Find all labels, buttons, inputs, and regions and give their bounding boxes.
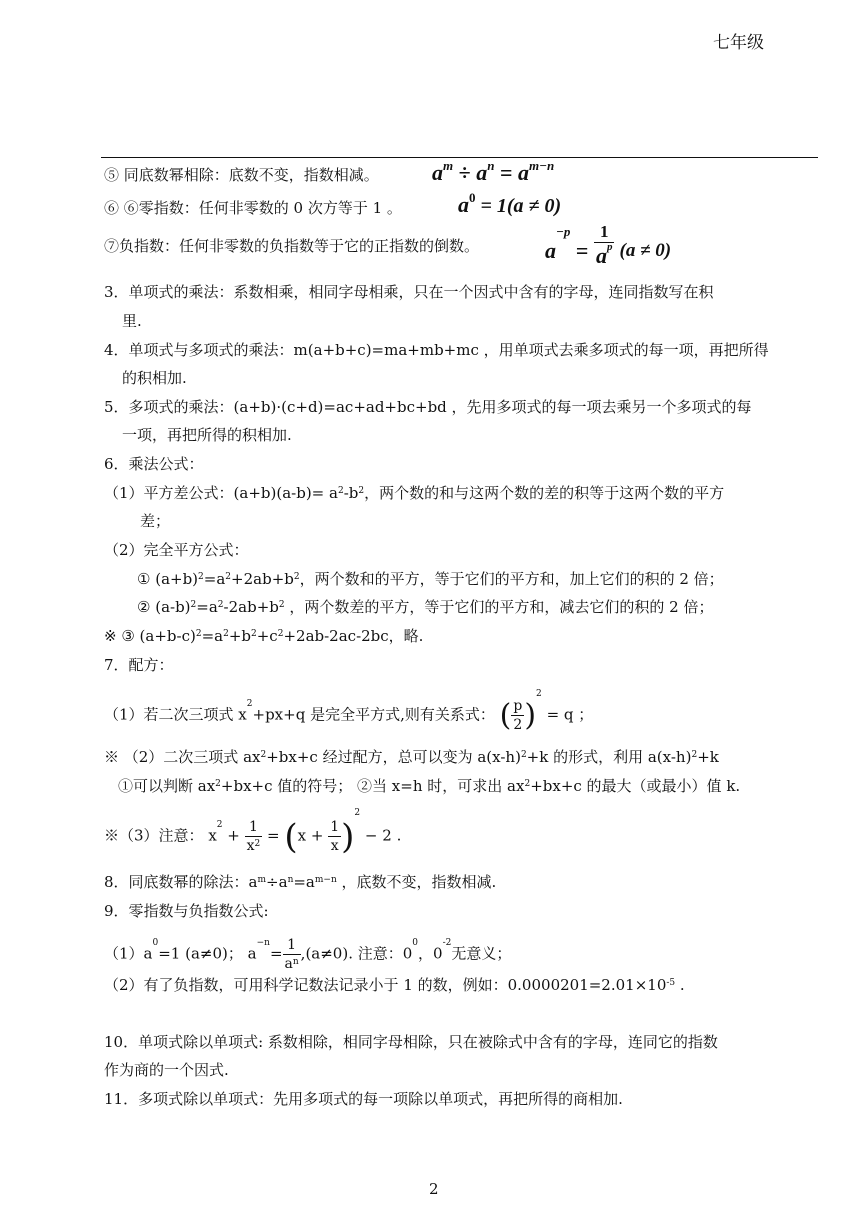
zero-negative-exponent: $(1)a^0=1$ (a≠0)； $a^{-n}=$ $\frac{1}{a^n}$ ,(a≠0). 注意：$0^0$，$0^{-2}$无意义； [104,937,512,972]
section-10-line1: 10．单项式除以单项式: 系数相除，相同字母相除，只在被除式中含有的字母，连同它的指数 [104,1033,718,1051]
section-3-line2: 里. [122,312,142,330]
difference-of-squares-line1: （1）平方差公式：$(a+b)(a-b)= a^2-b^2$，两个数的和与这两个数的差的积等于这两个数的平方 [104,484,725,502]
section-7-title: 7．配方： [104,656,174,674]
scientific-notation: （2）有了负指数，可用科学记数法记录小于 1 的数，例如：$0.0000201=2.01\times 10^{-5}$ . [104,976,685,994]
grade-label: 七年级 [713,33,764,53]
perfect-square-case-3: ※ ③ $(a+b-c)^2=a^2+b^2+c^2+2ab-2ac-2bc$，略. [104,627,424,645]
perfect-square-case-1: ① $(a+b)^2=a^2+2ab+b^2$，两个数和的平方，等于它们的平方和，加上它们的积的 2 倍； [137,570,724,588]
completing-square-form: ※ （2）二次三项式 $ax^2+bx+c$ 经过配方，总可以变为 $a(x-h)^2+k$ 的形式，利用 $a(x-h)^2+k$ [104,748,719,766]
rule-5-text: ⑤ 同底数幂相除：底数不变，指数相减。 [104,166,379,184]
rule-6-text: ⑥ ⑥零指数：任何非零数的 0 次方等于 1 。 [104,199,402,217]
section-8: 8．同底数幂的除法：$a^m\div a^n=a^{m-n}$ ，底数不变，指数相减. [104,873,497,891]
page-number: 2 [429,1180,439,1198]
difference-of-squares-line2: 差； [140,512,171,530]
section-5-line1: 5．多项式的乘法：(a+b)·(c+d)=ac+ad+bc+bd ，先用多项式的每一项去乘另一个多项式的每 [104,398,752,416]
rule-7-text: ⑦负指数：任何非零数的负指数等于它的正指数的倒数。 [104,237,480,255]
rule-6-formula: $a^0 = 1(a \ne 0)$ [458,190,562,217]
perfect-square-title: （2）完全平方公式： [104,541,249,559]
section-10-line2: 作为商的一个因式. [104,1061,229,1079]
completing-square-note: ※（3）注意： $x^2$ + $\frac{1}{x^2}$ = (x + $\frac{1}{x}$ )$^2$ − 2 . [104,808,402,857]
completing-square-condition: （1）若二次三项式 $x^2+px+q$ 是完全平方式,则有关系式： ( $\frac{p}{2}$ )$^2$ = q ； [104,689,594,733]
perfect-square-case-2: ② $(a-b)^2=a^2-2ab+b^2$ ，两个数差的平方，等于它们的平方和，减去它们的积的 2 倍； [137,598,714,616]
section-5-line2: 一项，再把所得的积相加. [122,426,292,444]
rule-5-formula: $a^m \div a^n = a^{m-n}$ [432,158,555,185]
header-divider [101,157,818,158]
section-3-line1: 3．单项式的乘法：系数相乘，相同字母相乘，只在一个因式中含有的字母，连同指数写在积 [104,283,714,301]
section-9-title: 9．零指数与负指数公式: [104,902,269,920]
section-4-line2: 的积相加. [122,369,187,387]
completing-square-uses: ①可以判断 $ax^2+bx+c$ 值的符号； ②当 x=h 时，可求出 $ax^2+bx+c$ 的最大（或最小）值 k. [118,777,741,795]
section-6-title: 6．乘法公式： [104,455,204,473]
rule-7-formula: $a^{-p}$ = $\frac{1}{a^p}$ (a ≠ 0) [545,222,672,268]
section-11: 11．多项式除以单项式：先用多项式的每一项除以单项式，再把所得的商相加. [104,1090,623,1108]
section-4-line1: 4．单项式与多项式的乘法：m(a+b+c)=ma+mb+mc ，用单项式去乘多项式的每一项，再把所得 [104,341,769,359]
